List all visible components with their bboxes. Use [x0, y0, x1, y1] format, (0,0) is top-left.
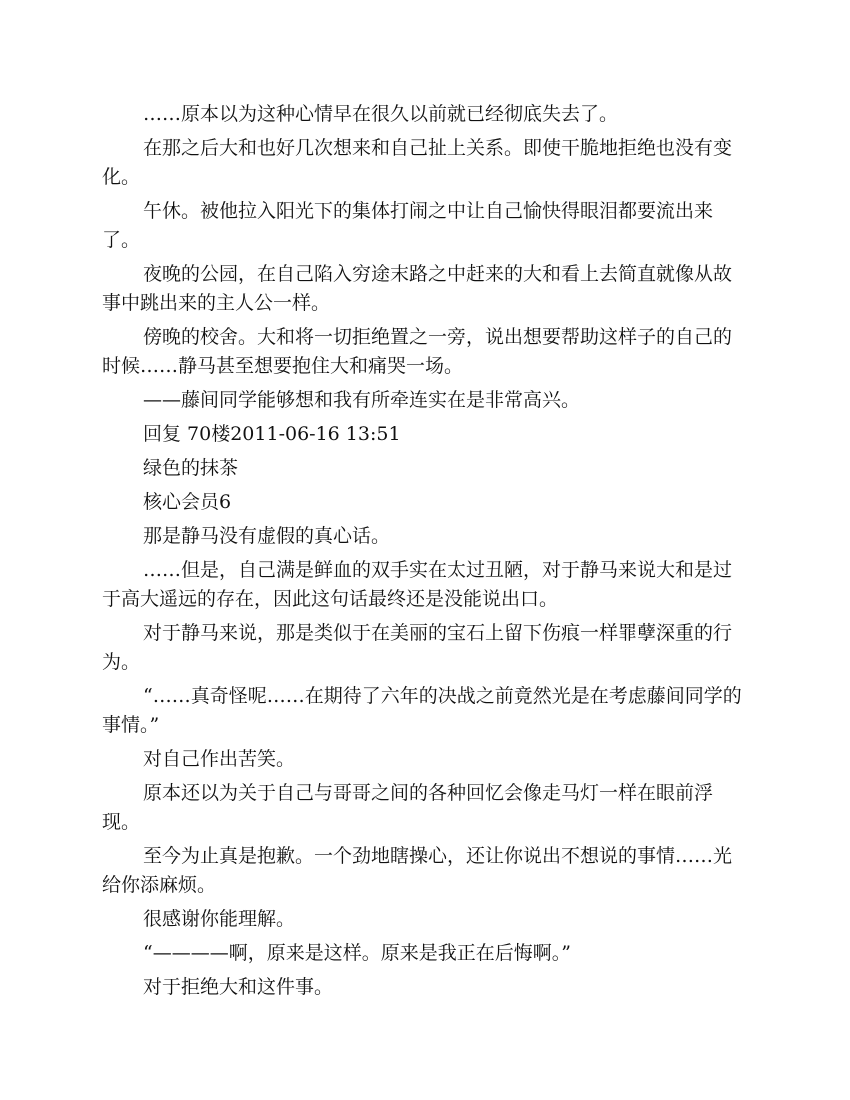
paragraph: ——藤间同学能够想和我有所牵连实在是非常高兴。 [143, 389, 581, 411]
paragraph: 至今为止真是抱歉。一个劲地瞎操心，还让你说出不想说的事情……光给你添麻烦。 [102, 845, 733, 896]
paragraph: ……原本以为这种心情早在很久以前就已经彻底失去了。 [143, 103, 619, 125]
paragraph: 午休。被他拉入阳光下的集体打闹之中让自己愉快得眼泪都要流出来了。 [102, 200, 714, 251]
reply-info: 回复 70楼2011-06-16 13:51 [143, 423, 401, 445]
paragraph: “————啊，原来是这样。原来是我正在后悔啊。” [143, 942, 571, 964]
paragraph: 夜晚的公园，在自己陷入穷途末路之中赶来的大和看上去简直就像从故事中跳出来的主人公一样。 [102, 263, 733, 314]
paragraph: ……但是，自己满是鲜血的双手实在太过丑陋，对于静马来说大和是过于高大遥远的存在，因此这句话最终还是没能说出口。 [102, 559, 733, 610]
document-page [102, 100, 748, 1007]
paragraph: 对于静马来说，那是类似于在美丽的宝石上留下伤痕一样罪孽深重的行为。 [102, 622, 733, 673]
paragraph: 在那之后大和也好几次想来和自己扯上关系。即使干脆地拒绝也没有变化。 [102, 137, 733, 188]
paragraph: 对于拒绝大和这件事。 [143, 976, 334, 998]
paragraph: 很感谢你能理解。 [143, 908, 296, 930]
paragraph: 那是静马没有虚假的真心话。 [143, 525, 391, 547]
paragraph: 对自己作出苦笑。 [143, 748, 296, 770]
paragraph: “……真奇怪呢……在期待了六年的决战之前竟然光是在考虑藤间同学的事情。” [102, 685, 742, 736]
paragraph: 傍晚的校舍。大和将一切拒绝置之一旁，说出想要帮助这样子的自己的时候……静马甚至想要抱住大和痛哭一场。 [102, 326, 733, 377]
user-rank: 核心会员6 [143, 491, 232, 513]
username: 绿色的抹茶 [143, 457, 239, 479]
paragraph: 原本还以为关于自己与哥哥之间的各种回忆会像走马灯一样在眼前浮现。 [102, 782, 714, 833]
